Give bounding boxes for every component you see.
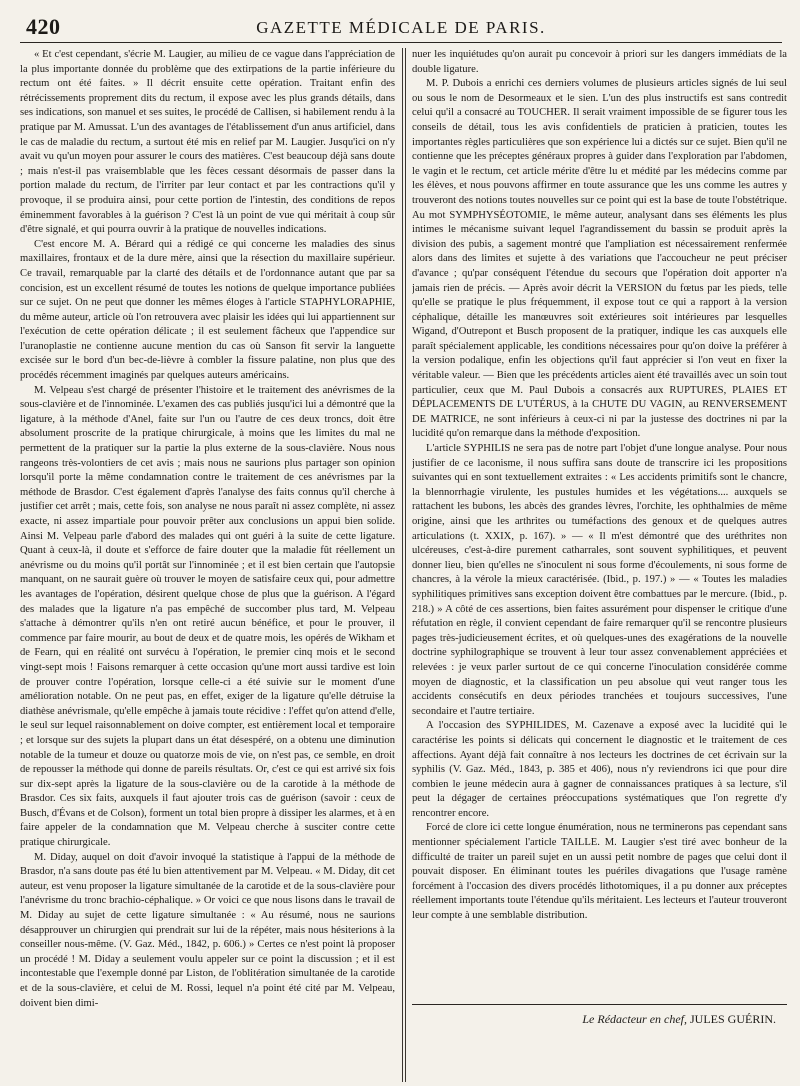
paragraph: « Et c'est cependant, s'écrie M. Laugier, au milieu de ce vague dans l'appréciation de la plus importante donnée du problème que des extirpations de la partie inférieure du rectum ont été faites. » Il décrit ensuite cette opération. Traitant enfin des rétrécissements proprement dits du rectum, il expose avec les plus grands détails, dans ses indications, son manuel et ses suites, le procédé de Callisen, si habilement rendu à la pratique par M. Amussat. L'un des avantages de l'établissement d'un anus artificiel, dans le cas de maladie du rectum, a surtout été mis en relief par M. Laugier. Jusqu'ici on n'y avait vu qu'un moyen pour assurer le cours des matières. C'est beaucoup déjà sans doute ; mais n'est-il pas vraisemblable que les fèces cessant désormais de passer dans la portion malade du rectum, de l'irriter par leur contact et par les contractions qu'il y provoque, il se produira ainsi, pour cette portion de l'intestin, des conditions de repos éminemment favorables à la guérison ? C'est là un point de vue qui méritait à coup sûr d'être signalé, et qui pourra ouvrir à la pratique de nouvelles indications.: [20, 49, 395, 236]
paragraph: nuer les inquiétudes qu'on aurait pu concevoir à priori sur les dangers immédiats de la double ligature.: [412, 49, 787, 75]
end-rule: [412, 1004, 787, 1005]
left-column: [20, 48, 395, 1078]
paragraph: Forcé de clore ici cette longue énumération, nous ne terminerons pas cependant sans mentionner spécialement l'article TAILLE. M. Laugier s'est tiré avec bonheur de la difficulté de traiter un pareil sujet en un aussi petit nombre de pages que celui dont il pouvait disposer. En éliminant toutes les puériles divagations que l'usage ramène forcément à l'occasion des divers procédés lithotomiques, il a pu donner aux préceptes réellement importants toute l'étendue qu'ils méritaient. Les lecteurs et l'auteur trouveront leur compte à une semblable distribution.: [412, 822, 787, 922]
signature-name: JULES GUÉRIN.: [690, 1012, 776, 1026]
paragraph: C'est encore M. A. Bérard qui a rédigé ce qui concerne les maladies des sinus maxillaires, frontaux et de la dure mère, ainsi que la résection du maxillaire supérieur. Ce travail, remarquable par la clarté des détails et de l'ordonnance autant que par sa concision, est un excellent résumé de toutes les notions de quelque importance publiées sur ce sujet. On ne peut que donner les mêmes éloges à l'article STAPHYLORAPHIE, du même auteur, article où l'on retrouvera avec plaisir les idées qui lui appartiennent sur l'exécution de cette opération délicate ; il est seulement fâcheux que l'appendice sur l'uranoplastie ne contienne aucune mention du cas où Sanson fit servir la languette excisée sur le bord d'un bec-de-lièvre à combler la fissure palatine, non plus que des procédés récemment imaginés par quelques auteurs américains.: [20, 238, 395, 382]
page-header: [20, 12, 782, 43]
column-divider: [402, 48, 403, 1082]
page-number: 420: [26, 14, 61, 39]
editor-signature: [412, 1012, 776, 1027]
right-column: [412, 48, 787, 1013]
paragraph: M. Velpeau s'est chargé de présenter l'histoire et le traitement des anévrismes de la sous-clavière et de l'innominée. L'examen des cas publiés jusqu'ici lui a démontré que la ligature, à la méthode d'Anel, faite sur l'un ou l'autre de ces deux troncs, doit être absolument proscrite de la pratique chirurgicale, à moins que les limites du mal ne permettent de la pratiquer sur la partie la plus externe de la sous-clavière. Nous nous rangeons très-volontiers de cet avis ; mais nous ne saurions plus partager son opinion lorsqu'il porte la même condamnation contre le traitement de ces anévrismes par la méthode de Brasdor. C'est également d'après l'analyse des faits connus qu'il cherche à justifier cet arrêt ; mais, cette fois, son analyse ne nous paraît ni assez complète, ni assez exacte, ni assez impartiale pour pouvoir prêter aux conclusions un appui bien solide. Ainsi M. Velpeau parle d'abord des malades qui ont guéri à la suite de cette ligature. Quant à ceux-là, il doute et s'efforce de faire douter que la maladie fût réellement un anévrisme ou du moins qu'il portât sur l'innominée ; et il est bien certain que l'autopsie manquant, on ne saurait guère où trouver le moyen de satisfaire ceux qui, pour admettre les avantages de l'opération, désirent quelque chose de plus que la guérison. A l'égard des malades que la ligature n'a pas empêché de succomber plus tard, M. Velpeau s'attache à démontrer qu'ils n'en ont retiré aucun bénéfice, et pour le prouver, il commence par faire mourir, au bout de deux et de quatre mois, les opérés de Wikham et de Fearn, qui en réalité ont survécu à l'opération, le premier cinq mois et le second vingt-sept mois ! Faisons remarquer à cette occasion qu'une mort aussi tardive est loin de prouver contre l'opération, lorsque celle-ci a été suivie sur le moment d'une amélioration notable. On ne peut pas, en effet, exiger de la ligature qu'elle détruise la diathèse anévrismale, qu'elle empêche à jamais toute récidive : l'effet qu'on attend d'elle, le seul sur lequel raisonnablement on doive compter, est entièrement local et temporaire ; et lorsque sur des sujets la plupart dans un état désespéré, on a obtenu une diminution notable de la tumeur et douze ou quatorze mois de vie, on n'est pas, ce semble, en droit de repousser la méthode qui donne de pareils résultats. Or, c'est ce qui est arrivé six fois sur dix-sept après la ligature de la sous-clavière ou de la carotide à la méthode de Brasdor. Ces six faits, auxquels il faut ajouter trois cas de guérison (savoir : ceux de Busch, d'Évans et de Colson), forment un total bien propre à dissiper les alarmes, et à en faire appeler de la condamnation que M. Velpeau cherche à susciter contre cette pratique chirurgicale.: [20, 384, 395, 849]
paragraph: L'article SYPHILIS ne sera pas de notre part l'objet d'une longue analyse. Pour nous justifier de ce laconisme, il nous suffira sans doute de transcrire ici les propositions suivantes qui en sont textuellement extraites : « Les accidents primitifs sont le chancre, la blennorrhagie virulente, les pustules humides et les végétations.... auxquels se rattachent les bubons, les abcès des grandes lèvres, l'orchite, les ophthalmies de même origine, ainsi que les arthrites ou tuméfactions des genoux et de quelques autres articulations (t. XXIX, p. 167). » — « Il m'est démontré que des uréthrites non ulcéreuses, c'est-à-dire purement catharrales, sont souvent syphilitiques, et peuvent donner lieu, bien qu'elles ne s'inoculent ni sous forme d'écoulements, ni sous forme de chancres, à la vérole la mieux caractérisée. (Ibid., p. 197.) » — « Toutes les maladies syphilitiques primitives sans exception doivent être combattues par le mercure. (Ibid., p. 218.) » A côté de ces assertions, bien faites assurément pour dispenser le critique d'une réfutation en règle, il convient cependant de faire remarquer qu'il se rencontre plusieurs pages très-judicieusement écrites, et où quelques-unes des exagérations de la nouvelle doctrine syphilographique se trouvent à leur tour assez convenablement appréciées et relevées : je veux parler surtout de ce qui concerne l'inoculation considérée comme moyen de diagnostic, et la classification un peu absolue qui veut ranger tous les accidents consécutifs en deux périodes tranchées et toujours successives, l'une secondaire et l'autre tertiaire.: [412, 443, 787, 717]
paragraph: M. Diday, auquel on doit d'avoir invoqué la statistique à l'appui de la méthode de Brasdor, n'a sans doute pas été lu bien attentivement par M. Velpeau. « M. Diday, dit cet auteur, est venu proposer la ligature simultanée de la carotide et de la sous-clavière pour l'anévrisme du tronc brachio-céphalique. » Or voici ce que nous lisons dans le travail de M. Diday au sujet de cette ligature simultanée : « Au résumé, nous ne saurions désapprouver un chirurgien qui prendrait sur lui de la répéter, mais nous hésiterions à la conseiller nous-même. (V. Gaz. Méd., 1842, p. 606.) » Certes ce n'est point là proposer un procédé ! M. Diday a seulement voulu appeler sur ce point la discussion ; et il est incontestable que l'exemple donné par Liston, de l'oblitération simultanée de la carotide et de la sous-clavière, et celui de M. Rossi, lequel n'a point été cité par M. Velpeau, doivent bien dimi-: [20, 851, 395, 1009]
paragraph: A l'occasion des SYPHILIDES, M. Cazenave a exposé avec la lucidité qui le caractérise les points si délicats qui concernent le diagnostic et le traitement de ces affections. Ayant déjà fait connaître à nos lecteurs les doctrines de cet écrivain sur la syphilis (V. Gaz. Méd., 1843, p. 385 et 406), nous n'y reviendrons ici que pour dire combien le jeune médecin aura à gagner de connaissances pratiques à sa lecture, s'il peut la dégager de certaines préoccupations systématiques que l'on regrette d'y rencontrer encore.: [412, 720, 787, 819]
column-divider: [405, 48, 406, 1082]
signature-role: Le Rédacteur en chef,: [582, 1012, 687, 1026]
paragraph: M. P. Dubois a enrichi ces derniers volumes de plusieurs articles signés de lui seul ou sous le nom de Desormeaux et le sien. L'un des plus instructifs est sans contredit celui qu'il a consacré au TOUCHER. Il serait vraiment impossible de se figurer tous les conseils de détail, tous les avis confidentiels de praticien à praticien, toutes les importantes règles particulières que son expérience lui a dictés sur ce sujet. Bien qu'il ne contienne que les préceptes généraux propres à guider dans l'exploration par l'abdomen, le vagin et le rectum, cet article mérite d'être lu et médité par les médecins comme par les élèves, et nous pouvons affirmer en toute assurance que les uns comme les autres y trouveront des notions toutes nouvelles sur ce point qui est la base de toute l'obstétrique. Au mot SYMPHYSÉOTOMIE, le même auteur, analysant dans ses éléments les plus intimes le mécanisme suivant lequel l'agrandissement du bassin se produit après la division des pubis, a sagement montré que l'ampliation est nécessairement renfermée alors dans des limites et sujette à des variations que l'accoucheur ne peut préciser d'avance ; qu'par conséquent l'étendue du secours que l'opération doit apporter n'a jamais rien de précis. — Après avoir décrit la VERSION du fœtus par les pieds, telle qu'elle se pratique le plus fréquemment, il expose tout ce qui a rapport à la version céphalique, détaille les manœuvres soit extérieures soit intérieures par lesquelles Wigand, d'Outrepont et Busch proposent de la pratiquer, indique les cas auxquels elle paraît spécialement applicable, les conditions nécessaires pour qu'on doive la préférer à la version podalique, enfin les objections qu'il faut apprécier si l'on veut en fixer la véritable valeur. — Bien que les précédents articles aient été travaillés avec un soin tout particulier, ceux que M. Paul Dubois a consacrés aux RUPTURES, PLAIES ET DÉPLACEMENTS DE L'UTÉRUS, à la CHUTE DU VAGIN, au RENVERSEMENT DE MATRICE, ne sont inférieurs à ceux-ci ni par la justesse des doctrines ni par la lucidité qu'on remarque dans la méthode d'exposition.: [412, 78, 787, 440]
journal-title: GAZETTE MÉDICALE DE PARIS.: [256, 18, 546, 37]
